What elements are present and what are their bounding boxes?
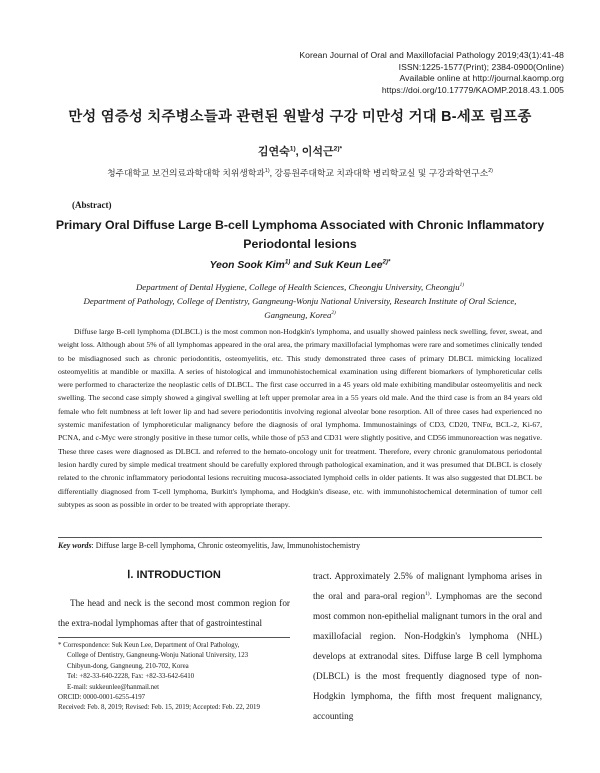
korean-author-sep: , [295,146,302,158]
korean-affil-1-sup: 1) [264,168,270,175]
journal-info [299,50,564,96]
english-affil-2b: Gangneung, Korea [264,310,332,320]
footnote-line-3: Chibyun-dong, Gangneung, 210-702, Korea [67,662,189,670]
intro-right-ref-sup: 1) [425,590,430,597]
keywords-line [58,537,542,550]
english-affil-2b-line [40,308,560,322]
footnote-orcid: ORCID: 0000-0001-6255-4197 [58,694,146,702]
keywords-label: Key words [58,541,92,550]
introduction-left-text: The head and neck is the second most common region for the extra-nodal lymphomas after that of gastrointestinal [58,598,290,628]
english-affil-1-line [40,280,560,294]
abstract-body: Diffuse large B-cell lymphoma (DLBCL) is the most common non-Hodgkin's lymphoma, and usually showed painless neck swelling, fever, sweat, and weight loss. Although about 5% of all lymphomas appeared in the oral area, the primary maxillofacial lymphomas were rare and sometimes clinically tended to be misdiagnosed such as chronic periodontitis, osteomyelitis, etc. This study demonstrated three cases of primary DLBCL mimicking localized osteomyelitis at mandible or maxilla. A series of histological and immunohistochemical examination using different biomarkers of lymphoreticular cells were performed to characterize the neoplastic cells of DLBCL. The first case occurred in a 45 years old male exhibiting mandibular osteomyelitis and neck swelling. The second case simply showed a gingival swelling at left upper premolar area in a 55 years old male. And the third case is from an 84 years old female who felt numbness at left lower lip and had severe periodontitis involving regional alveolar bone resorption. All of three cases had experienced no systemic manifestation of lymphoreticular malignancy before the diagnosis of oral lymphoma. Immunostainings of CD3, CD20, TNFα, BCL-2, Ki-67, PCNA, and c-Myc were strongly positive in these tumor cells, while those of p53 and CD31 were slightly positive, and CD56 immunoreaction was negative. These three cases were diagnosed as DLBCL and referred to the hemato-oncology unit for treatment. Therefore, every chronic granulomatous periodontal lesion hardly cured by simple medical treatment should be carefully explored through pathological examination, and it was presumed that DLBCL is closely related to the chronic inflammatory periodontal lesions recruiting mucosa-associated lymphoid cells in older patients. It was also suggested that DLBCL be differentially diagnosed from T-cell lymphoma, Burkitt's lymphoma, and Hodgkin's disease, etc. with immunohistochemical determination of tumor cell subtypes as soon as possible in order to be treated with appropriate therapy. [58,327,542,509]
keywords-text: : Diffuse large B-cell lymphoma, Chronic osteomyelitis, Jaw, Immunohistochemistry [91,541,361,550]
footnote-line-4: Tel: +82-33-640-2228, Fax: +82-33-642-6410 [67,673,195,681]
intro-right-part-a: tract. Approximately 2.5% of malignant lymphoma arises in the oral and para-oral region [313,571,542,601]
journal-url[interactable]: Available online at http://journal.kaomp.org [399,73,564,84]
english-author-and: and [290,260,315,271]
english-affil-2a: Department of Pathology, College of Dentistry, Gangneung-Wonju National University, Research Institute of Oral Science, [83,296,517,306]
footnote-line-1: * Correspondence: Suk Keun Lee, Department of Oral Pathology, [58,642,240,649]
english-title: Primary Oral Diffuse Large B-cell Lymphoma Associated with Chronic Inflammatory Periodontal lesions [55,218,545,251]
korean-affil-2: 강릉원주대학교 치과대학 병리학교실 및 구강과학연구소 [274,168,489,178]
footnote-dates: Received: Feb. 8, 2019; Revised: Feb. 15, 2019; Accepted: Feb. 22, 2019 [58,704,260,712]
korean-authors [0,143,600,159]
journal-doi[interactable]: https://doi.org/10.17779/KAOMP.2018.43.1.005 [381,84,564,95]
korean-author-1: 김연숙 [257,146,290,158]
korean-author-2-sup: 2)* [333,145,343,153]
korean-author-2: 이석근 [301,146,334,158]
footnote-divider [58,637,290,638]
english-author-1-sup: 1) [284,258,291,266]
english-affil-2-sup: 2) [331,310,336,317]
english-affil-1-sup: 1) [459,282,465,289]
introduction-right-text [313,566,542,726]
abstract-label: (Abstract) [72,200,112,210]
correspondence-footnote [58,641,290,714]
english-author-2-sup: 2)* [382,258,391,266]
korean-affiliations [0,166,600,179]
english-affiliations [40,280,560,322]
introduction-heading: Ⅰ. INTRODUCTION [127,569,221,581]
korean-affil-2-sup: 2) [488,168,493,175]
korean-affil-sep: , [269,168,275,178]
korean-author-1-sup: 1) [289,145,296,153]
intro-right-part-b: . Lymphomas are the second most common non-epithelial malignant tumors in the oral and maxillofacial region. Non-Hodgkin's lymphoma (NHL) develops at extranodal sites. Diffuse large B cell lymphoma (DLBCL) is the most frequently diagnosed type of non-Hodgkin lymphoma, the fifth most frequent malignancy, accounting [313,591,542,721]
english-author-2: Suk Keun Lee [314,260,383,271]
english-affil-1: Department of Dental Hygiene, College of Health Sciences, Cheongju University, Cheongju [135,282,460,292]
footnote-line-2: College of Dentistry, Gangneung-Wonju National University, 123 [67,652,249,660]
journal-issn: ISSN:1225-1577(Print); 2384-0900(Online) [398,61,564,72]
english-author-1: Yeon Sook Kim [209,260,285,271]
korean-title: 만성 염증성 치주병소들과 관련된 원발성 구강 미만성 거대 B-세포 림프종 [68,109,532,125]
footnote-email[interactable]: E-mail: sukkeunlee@hanmail.net [67,683,160,691]
korean-affil-1: 청주대학교 보건의료과학대학 치위생학과 [107,168,265,178]
journal-citation: Korean Journal of Oral and Maxillofacial Pathology 2019;43(1):41-48 [299,50,564,60]
english-authors [0,260,600,271]
